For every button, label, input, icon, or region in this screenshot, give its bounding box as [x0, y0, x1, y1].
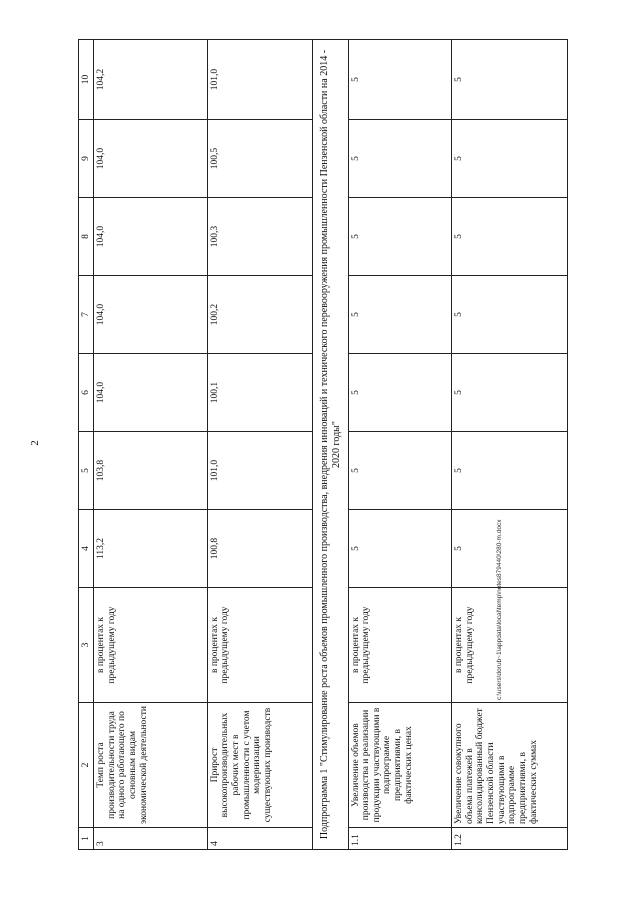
row-number: 1.2 [452, 828, 568, 850]
value-cell: 5 [452, 40, 568, 120]
value-cell: 5 [452, 120, 568, 198]
value-cell: 5 [452, 354, 568, 432]
value-cell: 5 [348, 40, 452, 120]
value-cell: 101,0 [207, 40, 313, 120]
value-cell: 100,2 [207, 276, 313, 354]
header-cell: 10 [79, 40, 94, 120]
header-row [79, 40, 94, 850]
row-number: 4 [207, 828, 313, 850]
value-cell: 101,0 [207, 432, 313, 510]
value-cell: 104,0 [94, 120, 208, 198]
value-cell: 104,2 [94, 40, 208, 120]
header-cell: 5 [79, 432, 94, 510]
header-cell: 3 [79, 588, 94, 703]
value-cell: 5 [348, 510, 452, 588]
value-cell: 5 [348, 432, 452, 510]
header-cell: 6 [79, 354, 94, 432]
indicators-table [78, 39, 568, 850]
indicator-name: Прирост высокопроизводительных рабочих мест в промышленности с учетом модернизации существующих производств [207, 703, 313, 828]
value-cell: 103,8 [94, 432, 208, 510]
page-number: 2 [28, 440, 41, 446]
value-cell: 5 [452, 276, 568, 354]
footer-file-path: c:\users\dorub~1\appdata\local\temp\notes879440\280-m.docx [496, 519, 503, 700]
header-cell: 2 [79, 703, 94, 828]
value-cell: 100,8 [207, 510, 313, 588]
unit-cell: в процентах к предыдущему году [94, 588, 208, 703]
value-cell: 104,0 [94, 198, 208, 276]
unit-cell: в процентах к предыдущему году [348, 588, 452, 703]
value-cell: 5 [348, 354, 452, 432]
table-row [94, 40, 208, 850]
row-number: 1.1 [348, 828, 452, 850]
value-cell: 5 [452, 198, 568, 276]
indicators-table-frame [78, 40, 568, 850]
unit-cell: в процентах к предыдущему году [452, 588, 568, 703]
header-cell: 7 [79, 276, 94, 354]
unit-cell: в процентах к предыдущему году [207, 588, 313, 703]
header-cell: 1 [79, 828, 94, 850]
value-cell: 100,3 [207, 198, 313, 276]
value-cell: 5 [452, 510, 568, 588]
value-cell: 5 [452, 432, 568, 510]
value-cell: 113,2 [94, 510, 208, 588]
value-cell: 100,1 [207, 354, 313, 432]
value-cell: 5 [348, 276, 452, 354]
table-row [207, 40, 313, 850]
value-cell: 100,5 [207, 120, 313, 198]
indicator-name: Увеличение объемов производства и реализации продукции участвующими в подпрограмме предприятиями, в фактических ценах [348, 703, 452, 828]
header-cell: 8 [79, 198, 94, 276]
value-cell: 104,0 [94, 354, 208, 432]
value-cell: 5 [348, 120, 452, 198]
indicator-name: Темп роста производительности труда на одного работающего по основным видам экономической деятельности [94, 703, 208, 828]
table-row [348, 40, 452, 850]
value-cell: 5 [348, 198, 452, 276]
indicator-name: Увеличение совокупного объема платежей в консолидированный бюджет Пензенской области участвующими в подпрограмме предприятиями, в фактических суммах [452, 703, 568, 828]
value-cell: 104,0 [94, 276, 208, 354]
header-cell: 9 [79, 120, 94, 198]
row-number: 3 [94, 828, 208, 850]
subprogram-title: Подпрограмма 1 "Стимулирование роста объемов промышленного производства, внедрения инноваций и технического перевооружения промышленности Пензенской области на 2014 - 2020 годы" [313, 40, 348, 850]
header-cell: 4 [79, 510, 94, 588]
subprogram-row [313, 40, 348, 850]
